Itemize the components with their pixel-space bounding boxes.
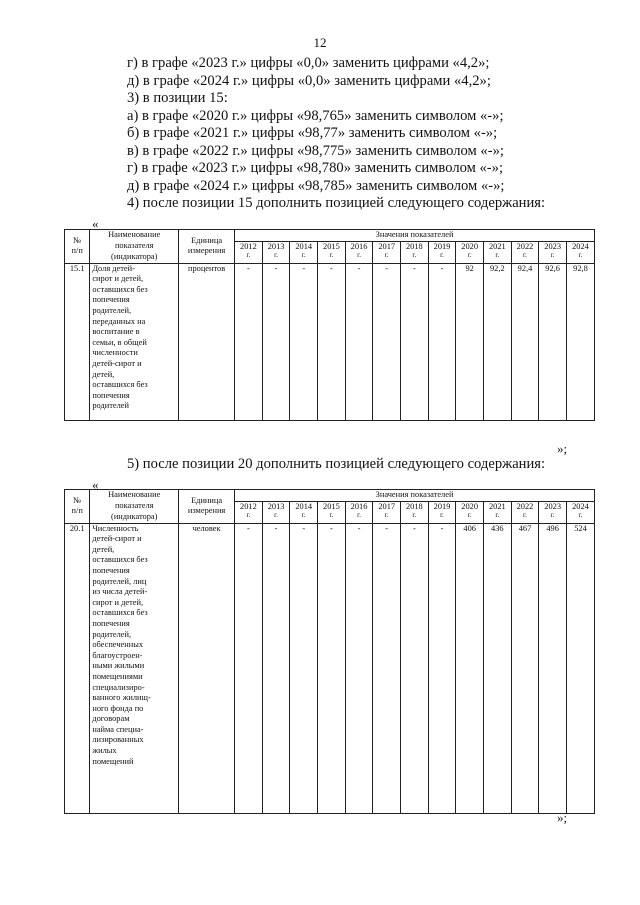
year-suffix: г. bbox=[384, 511, 389, 520]
row-name-line: Доля детей- bbox=[92, 263, 135, 273]
header-name-text: Наименование bbox=[108, 230, 161, 240]
year-label: 2014 bbox=[295, 241, 313, 251]
row-name-line: попечения bbox=[92, 565, 130, 575]
header-year-cell bbox=[318, 241, 346, 263]
header-year-cell bbox=[345, 241, 373, 263]
year-suffix: г. bbox=[329, 511, 334, 520]
row-value-cell: - bbox=[318, 263, 346, 420]
row-name-line: воспитание в bbox=[92, 327, 140, 337]
amendment-line: 3) в позиции 15: bbox=[127, 90, 228, 106]
year-label: 2018 bbox=[405, 501, 423, 511]
year-suffix: г. bbox=[301, 251, 306, 260]
year-suffix: г. bbox=[357, 251, 361, 260]
row-value-cell: 467 bbox=[511, 523, 539, 813]
row-unit-cell: процентов bbox=[179, 263, 235, 420]
header-unit-cell bbox=[179, 230, 235, 264]
header-name-cell bbox=[90, 490, 179, 524]
row-name-line: Численность bbox=[92, 523, 139, 533]
year-suffix: г. bbox=[550, 511, 555, 520]
row-value-cell: - bbox=[345, 523, 373, 813]
header-num-cell bbox=[65, 230, 90, 264]
header-num-text: п/п bbox=[71, 246, 83, 256]
year-suffix: г. bbox=[384, 251, 389, 260]
amendment-line: 4) после позиции 15 дополнить позицией следующего содержания: bbox=[127, 195, 546, 211]
year-label: 2015 bbox=[323, 501, 340, 511]
year-label: 2013 bbox=[267, 501, 285, 511]
closing-quote-1: »; bbox=[557, 441, 568, 456]
row-value-cell: 496 bbox=[539, 523, 567, 813]
row-name-line: оставшихся без bbox=[92, 555, 148, 565]
header-year-cell bbox=[373, 501, 401, 523]
header-year-cell bbox=[428, 241, 456, 263]
row-name-line: ного фонда по bbox=[92, 703, 144, 713]
row-name-line: оставшихся без bbox=[92, 380, 148, 390]
row-value-cell: - bbox=[262, 263, 290, 420]
year-label: 2019 bbox=[433, 241, 451, 251]
row-name-line: жилых bbox=[92, 746, 117, 756]
year-suffix: г. bbox=[467, 251, 472, 260]
header-name-text: показателя bbox=[114, 501, 154, 510]
row-name-line: найма специа- bbox=[92, 724, 144, 734]
year-suffix: г. bbox=[357, 511, 361, 520]
header-year-cell bbox=[345, 501, 373, 523]
row-value-cell: - bbox=[318, 523, 346, 813]
amendment-text-block bbox=[127, 55, 545, 213]
header-year-cell bbox=[262, 501, 290, 523]
year-label: 2015 bbox=[323, 241, 340, 251]
row-name-line: обеспеченных bbox=[92, 640, 144, 650]
header-values-title: Значения показателей bbox=[235, 490, 595, 502]
header-num-text: п/п bbox=[71, 506, 83, 516]
row-value-cell: 92,4 bbox=[511, 263, 539, 420]
row-name-line: детей, bbox=[92, 544, 115, 554]
year-label: 2021 bbox=[488, 241, 506, 251]
year-suffix: г. bbox=[578, 511, 583, 520]
row-name-line: попечения bbox=[92, 295, 130, 305]
row-value-cell: - bbox=[373, 523, 401, 813]
row-name-cell bbox=[90, 263, 179, 420]
year-label: 2024 bbox=[572, 241, 589, 251]
header-values-title: Значения показателей bbox=[235, 230, 595, 242]
row-name-line: ными жилыми bbox=[92, 661, 145, 671]
row-name-cell bbox=[90, 523, 179, 813]
opening-quote-1: « bbox=[92, 216, 99, 231]
header-year-cell bbox=[290, 241, 318, 263]
year-suffix: г. bbox=[523, 511, 527, 520]
row-value-cell: 92,6 bbox=[539, 263, 567, 420]
row-name-line: договорам bbox=[92, 714, 130, 724]
row-value-cell: 92,2 bbox=[483, 263, 511, 420]
row-name-line: родителей, bbox=[92, 305, 132, 315]
header-num-cell bbox=[65, 490, 90, 524]
row-num-cell: 20.1 bbox=[65, 523, 90, 813]
header-year-cell bbox=[456, 241, 484, 263]
header-year-cell bbox=[511, 501, 539, 523]
amendment-line: г) в графе «2023 г.» цифры «98,780» заменить символом «-»; bbox=[127, 160, 504, 176]
row-name-line: детей, bbox=[92, 369, 115, 379]
header-year-cell bbox=[428, 501, 456, 523]
amendment-line: б) в графе «2021 г.» цифры «98,77» заменить символом «-»; bbox=[127, 125, 498, 141]
row-name-line: помещений bbox=[92, 756, 134, 766]
indicator-table-20-1 bbox=[64, 489, 595, 814]
year-label: 2024 bbox=[572, 501, 589, 511]
year-suffix: г. bbox=[246, 251, 251, 260]
year-label: 2020 bbox=[461, 241, 479, 251]
row-value-cell: - bbox=[373, 263, 401, 420]
year-suffix: г. bbox=[578, 251, 583, 260]
year-suffix: г. bbox=[440, 511, 444, 520]
year-suffix: г. bbox=[412, 511, 417, 520]
row-name-line: благоустроен- bbox=[92, 650, 143, 660]
header-year-cell bbox=[262, 241, 290, 263]
amendment-line: д) в графе «2024 г.» цифры «0,0» заменить цифрами «4,2»; bbox=[127, 72, 491, 89]
year-label: 2014 bbox=[295, 501, 313, 511]
year-suffix: г. bbox=[440, 251, 444, 260]
row-name-line: сирот и детей, bbox=[92, 274, 144, 284]
closing-quote-2: »; bbox=[557, 810, 568, 825]
year-label: 2016 bbox=[350, 241, 368, 251]
row-value-cell: - bbox=[401, 523, 429, 813]
header-year-cell bbox=[401, 501, 429, 523]
header-year-cell bbox=[511, 241, 539, 263]
row-name-line: детей-сирот и bbox=[92, 534, 142, 544]
row-value-cell: 524 bbox=[566, 523, 594, 813]
header-unit-text: измерения bbox=[187, 506, 226, 516]
header-name-cell bbox=[90, 230, 179, 264]
year-suffix: г. bbox=[467, 511, 472, 520]
year-label: 2012 bbox=[240, 241, 257, 251]
year-label: 2012 bbox=[240, 501, 257, 511]
row-name-line: сирот и детей, bbox=[92, 597, 144, 607]
year-suffix: г. bbox=[274, 511, 278, 520]
year-label: 2023 bbox=[544, 241, 561, 251]
year-suffix: г. bbox=[301, 511, 306, 520]
year-suffix: г. bbox=[329, 251, 334, 260]
year-label: 2018 bbox=[405, 241, 423, 251]
row-name-line: семьи, в общей bbox=[92, 337, 147, 347]
row-name-line: попечения bbox=[92, 390, 130, 400]
header-name-text: (индикатора) bbox=[111, 251, 158, 261]
row-unit-cell: человек bbox=[179, 523, 235, 813]
row-value-cell: 436 bbox=[483, 523, 511, 813]
header-year-cell bbox=[483, 501, 511, 523]
header-year-cell bbox=[566, 241, 594, 263]
row-value-cell: 92,8 bbox=[566, 263, 594, 420]
row-name-line: переданных на bbox=[92, 316, 146, 326]
row-value-cell: - bbox=[428, 523, 456, 813]
row-name-line: детей-сирот и bbox=[92, 358, 142, 368]
header-year-cell bbox=[318, 501, 346, 523]
header-year-cell bbox=[566, 501, 594, 523]
header-name-text: (индикатора) bbox=[111, 511, 158, 521]
row-value-cell: - bbox=[262, 523, 290, 813]
table-row bbox=[65, 263, 595, 420]
year-label: 2022 bbox=[516, 241, 534, 251]
row-value-cell: - bbox=[290, 523, 318, 813]
table-row bbox=[65, 523, 595, 813]
page-number: 12 bbox=[313, 35, 327, 50]
row-name-line: родителей, bbox=[92, 629, 132, 639]
amendment-line: в) в графе «2022 г.» цифры «98,775» заменить символом «-»; bbox=[127, 142, 504, 159]
header-year-cell bbox=[290, 501, 318, 523]
header-year-cell bbox=[235, 501, 263, 523]
amendment-line: д) в графе «2024 г.» цифры «98,785» заменить символом «-»; bbox=[127, 177, 505, 194]
header-unit-cell bbox=[179, 490, 235, 524]
row-name-line: родителей bbox=[92, 401, 129, 411]
year-label: 2017 bbox=[378, 241, 396, 251]
row-value-cell: - bbox=[428, 263, 456, 420]
year-suffix: г. bbox=[495, 511, 500, 520]
header-name-text: Наименование bbox=[108, 490, 161, 500]
year-label: 2023 bbox=[544, 501, 561, 511]
row-name-line: помещениями bbox=[92, 671, 143, 681]
header-year-cell bbox=[235, 241, 263, 263]
year-label: 2019 bbox=[433, 501, 451, 511]
header-unit-text: Единица bbox=[191, 235, 223, 245]
header-year-cell bbox=[456, 501, 484, 523]
header-year-cell bbox=[373, 241, 401, 263]
row-value-cell: - bbox=[290, 263, 318, 420]
row-num-cell: 15.1 bbox=[65, 263, 90, 420]
year-label: 2021 bbox=[488, 501, 506, 511]
amendment-text-item-5: 5) после позиции 20 дополнить позицией следующего содержания: bbox=[127, 456, 546, 472]
header-year-cell bbox=[539, 241, 567, 263]
opening-quote-2: « bbox=[92, 477, 99, 492]
indicator-table-15-1 bbox=[64, 229, 595, 421]
year-label: 2020 bbox=[461, 501, 479, 511]
row-name-line: оставшихся без bbox=[92, 608, 148, 618]
year-suffix: г. bbox=[495, 251, 500, 260]
year-label: 2016 bbox=[350, 501, 368, 511]
row-value-cell: 92 bbox=[456, 263, 484, 420]
row-value-cell: - bbox=[345, 263, 373, 420]
year-suffix: г. bbox=[274, 251, 278, 260]
header-unit-text: измерения bbox=[187, 246, 226, 256]
row-name-line: лизированных bbox=[92, 735, 144, 745]
amendment-line: а) в графе «2020 г.» цифры «98,765» заменить символом «-»; bbox=[127, 107, 504, 124]
year-suffix: г. bbox=[550, 251, 555, 260]
row-value-cell: - bbox=[235, 263, 263, 420]
year-suffix: г. bbox=[523, 251, 527, 260]
year-label: 2022 bbox=[516, 501, 534, 511]
year-suffix: г. bbox=[412, 251, 417, 260]
header-year-cell bbox=[401, 241, 429, 263]
row-name-line: специализиро- bbox=[92, 682, 145, 692]
row-value-cell: 406 bbox=[456, 523, 484, 813]
row-name-line: численности bbox=[92, 348, 138, 358]
row-value-cell: - bbox=[235, 523, 263, 813]
row-name-line: родителей, лиц bbox=[92, 576, 147, 586]
year-suffix: г. bbox=[246, 511, 251, 520]
header-year-cell bbox=[539, 501, 567, 523]
row-name-line: из числа детей- bbox=[92, 587, 148, 597]
row-name-line: ванного жилищ- bbox=[92, 693, 151, 703]
header-num-text: № bbox=[73, 235, 82, 245]
amendment-line: г) в графе «2023 г.» цифры «0,0» заменить цифрами «4,2»; bbox=[127, 55, 490, 71]
row-name-line: попечения bbox=[92, 618, 130, 628]
header-unit-text: Единица bbox=[191, 495, 223, 505]
row-name-line: оставшихся без bbox=[92, 284, 148, 294]
year-label: 2017 bbox=[378, 501, 396, 511]
header-name-text: показателя bbox=[114, 241, 154, 250]
header-num-text: № bbox=[73, 495, 82, 505]
header-year-cell bbox=[483, 241, 511, 263]
row-value-cell: - bbox=[401, 263, 429, 420]
year-label: 2013 bbox=[267, 241, 285, 251]
